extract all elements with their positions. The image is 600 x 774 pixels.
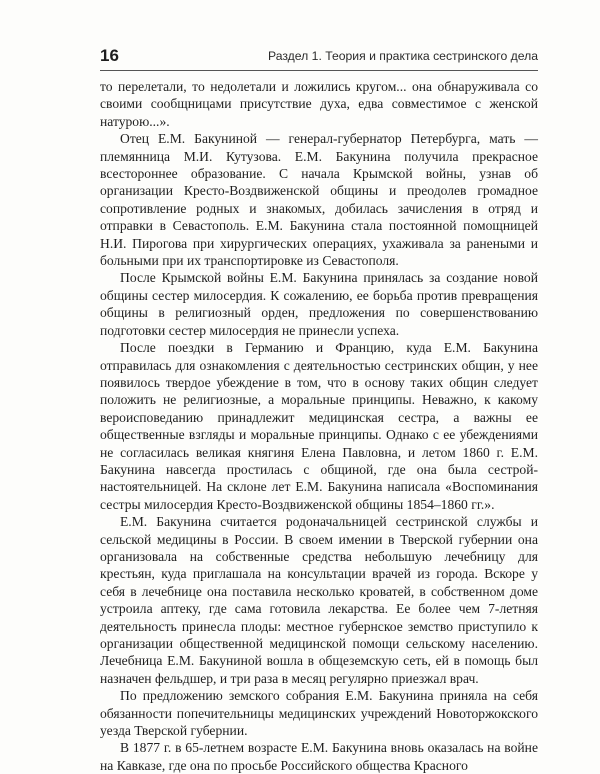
paragraph: то перелетали, то недолетали и ложились кругом... она обнаруживала со своими сообщницами присутствие духа, едва совместимое с женской натурою...». xyxy=(100,79,538,129)
paragraph: По предложению земского собрания Е.М. Бакунина приняла на себя обязанности попечительницы медицинских учреждений Новоторжокского уезда Тверской губернии. xyxy=(100,688,538,739)
paragraph: Е.М. Бакунина считается родоначальницей сестринской службы и сельской медицины в России. В своем имении в Тверской губернии она организовала на собственные средства небольшую лечебницу для крестьян, куда приглашала на консультации врачей из города. Вскоре у себя в лечебнице она поставила несколько кроватей, в собственном доме устроила аптеку, где сама готовила лекарства. Ее более чем 7-летняя деятельность принесла плоды: местное губернское земство приступило к организации общественной медицинской помощи сельскому населению. Лечебница Е.М. Бакуниной вошла в общеземскую сеть, ей в помощь был назначен фельдшер, и три раза в месяц регулярно приезжал врач. xyxy=(100,514,538,686)
paragraph: В 1877 г. в 65-летнем возрасте Е.М. Бакунина вновь оказалась на войне на Кавказе, где она по просьбе Российского общества Красного xyxy=(100,740,538,773)
paragraph: После Крымской войны Е.М. Бакунина принялась за создание новой общины сестер милосердия. К сожалению, ее борьба против превращения общины в религиозный орден, предложения по совершенствованию подготовки сестер милосердия не принесли успеха. xyxy=(100,270,538,338)
body-text xyxy=(100,78,538,774)
header-rule xyxy=(100,70,538,71)
paragraph: Отец Е.М. Бакуниной — генерал-губернатор Петербурга, мать — племянница М.И. Кутузова. Е.М. Бакунина получила прекрасное всестороннее образование. С начала Крымской войны, узнав об организации Кресто-Воздвиженской общины и преодолев громадное сопротивление родных и знакомых, добилась зачисления в отряд и отправки в Севастополь. Е.М. Бакунина стала постоянной помощницей Н.И. Пирогова при хирургических операциях, ухаживала за ранеными и больными при их транспортировке из Севастополя. xyxy=(100,131,538,269)
paragraph: После поездки в Германию и Францию, куда Е.М. Бакунина отправилась для ознакомления с деятельностью сестринских общин, у нее появилось твердое убеждение в том, что в основу таких общин следует положить не религиозные, а моральные принципы. Неважно, к какому вероисповеданию принадлежит медицинская сестра, а важны ее общественные взгляды и моральные принципы. Однако с ее убеждениями не согласилась великая княгиня Елена Павловна, и летом 1860 г. Е.М. Бакунина навсегда простилась с общиной, где она была сестрой-настоятельницей. На склоне лет Е.М. Бакунина написала «Воспоминания сестры милосердия Кресто-Воздвиженской общины 1854–1860 гг.». xyxy=(100,340,538,512)
page-number: 16 xyxy=(100,46,119,65)
page-header xyxy=(100,46,538,68)
running-title: Раздел 1. Теория и практика сестринского дела xyxy=(268,49,538,63)
